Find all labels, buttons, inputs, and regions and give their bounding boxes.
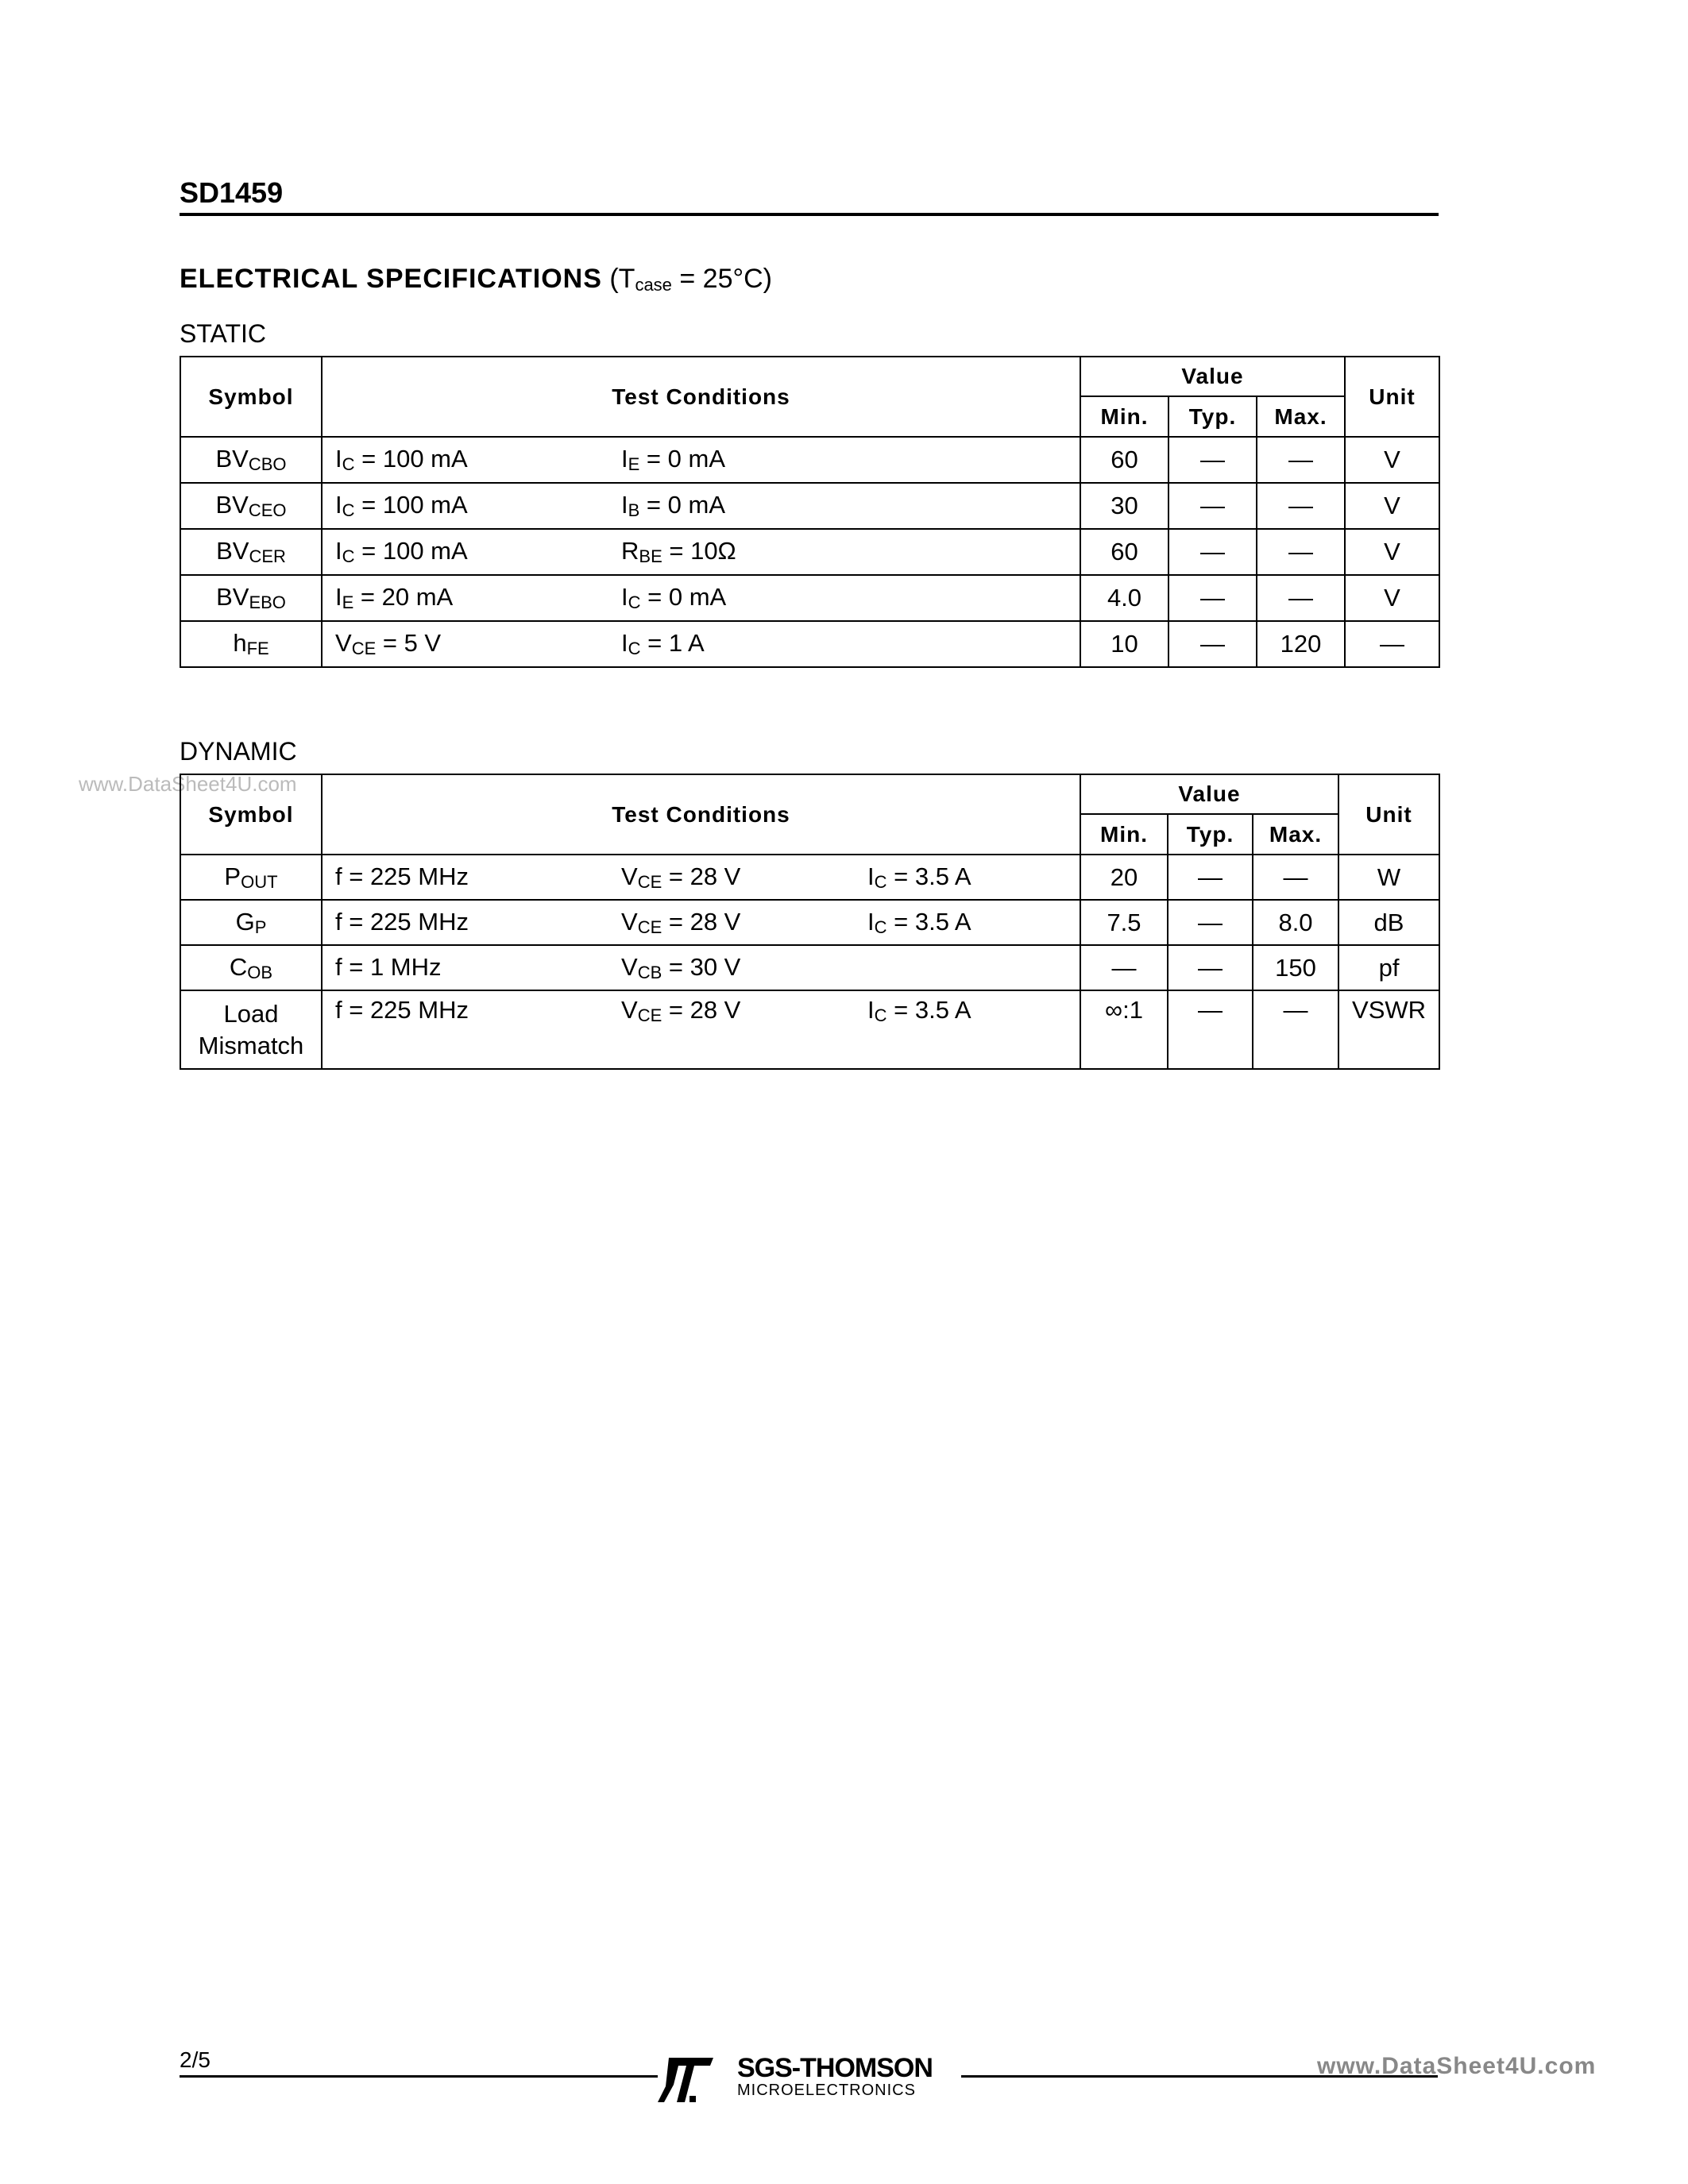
static-table	[180, 356, 1440, 668]
typ-cell: —	[1168, 945, 1253, 990]
symbol-cell: Load Mismatch	[180, 990, 322, 1069]
condition: f = 225 MHz	[335, 996, 469, 1024]
conditions-cell	[322, 945, 1080, 990]
condition: $I_B = 0$ mA	[621, 491, 725, 520]
header-typ: Typ.	[1168, 814, 1253, 855]
conditions-cell	[322, 990, 1080, 1069]
unit-cell: V	[1345, 483, 1439, 529]
condition: $V_{CE} = 28$ V	[621, 996, 741, 1025]
max-cell: 120	[1257, 621, 1345, 667]
unit-cell: V	[1345, 529, 1439, 575]
typ-cell: —	[1168, 483, 1257, 529]
dynamic-table	[180, 774, 1440, 1070]
title-bold: ELECTRICAL SPECIFICATIONS	[180, 264, 602, 294]
condition: $I_C = 100$ mA	[335, 537, 468, 566]
table-row	[180, 900, 1439, 945]
section-title	[180, 264, 772, 295]
condition: $I_C = 3.5$ A	[867, 862, 971, 892]
conditions-cell	[322, 621, 1080, 667]
min-cell: 10	[1080, 621, 1168, 667]
header-min: Min.	[1080, 814, 1168, 855]
table-row	[180, 945, 1439, 990]
condition: $I_C = 3.5$ A	[867, 907, 971, 937]
footer-rule-left	[180, 2075, 658, 2078]
conditions-cell	[322, 575, 1080, 621]
max-cell: 8.0	[1253, 900, 1338, 945]
condition: f = 1 MHz	[335, 952, 442, 981]
header-unit: Unit	[1338, 774, 1439, 855]
conditions-cell	[322, 437, 1080, 483]
header-max: Max.	[1257, 396, 1345, 437]
conditions-cell	[322, 483, 1080, 529]
title-rest: = 25°C)	[671, 264, 772, 294]
unit-cell: V	[1345, 437, 1439, 483]
condition: $R_{BE} = 10\Omega$	[621, 537, 736, 566]
table-row	[180, 621, 1439, 667]
min-cell: 20	[1080, 855, 1168, 900]
condition: $V_{CE} = 28$ V	[621, 862, 741, 892]
symbol-cell: $BV_{CBO}$	[180, 437, 322, 483]
part-number: SD1459	[180, 176, 284, 209]
watermark: www.DataSheet4U.com	[79, 772, 297, 796]
max-cell: —	[1257, 529, 1345, 575]
symbol-cell: $BV_{EBO}$	[180, 575, 322, 621]
condition: $I_E = 20$ mA	[335, 583, 454, 612]
condition: $V_{CE} = 5$ V	[335, 629, 442, 658]
condition: $V_{CE} = 28$ V	[621, 907, 741, 937]
title-sub: case	[635, 275, 672, 295]
table-row	[180, 575, 1439, 621]
unit-cell: W	[1338, 855, 1439, 900]
header-symbol: Symbol	[180, 357, 322, 437]
typ-cell: —	[1168, 529, 1257, 575]
table-row	[180, 437, 1439, 483]
header-symbol: Symbol	[180, 774, 322, 855]
min-cell: 4.0	[1080, 575, 1168, 621]
symbol-cell: $G_P$	[180, 900, 322, 945]
footer-watermark: www.DataSheet4U.com	[1317, 2053, 1597, 2079]
unit-cell: VSWR	[1338, 990, 1439, 1069]
condition: $I_C = 100$ mA	[335, 491, 468, 520]
unit-cell: pf	[1338, 945, 1439, 990]
header-unit: Unit	[1345, 357, 1439, 437]
symbol-cell: $BV_{CEO}$	[180, 483, 322, 529]
symbol-cell: $C_{OB}$	[180, 945, 322, 990]
typ-cell: —	[1168, 990, 1253, 1069]
sgs-thomson-logo	[658, 2053, 960, 2104]
symbol-cell: $h_{FE}$	[180, 621, 322, 667]
header-conditions: Test Conditions	[322, 774, 1080, 855]
min-cell: ∞:1	[1080, 990, 1168, 1069]
header-conditions: Test Conditions	[322, 357, 1080, 437]
symbol-cell: $BV_{CER}$	[180, 529, 322, 575]
min-cell: 60	[1080, 529, 1168, 575]
condition: $I_E = 0$ mA	[621, 445, 725, 474]
page-number: 2/5	[180, 2047, 211, 2072]
condition: f = 225 MHz	[335, 862, 469, 890]
table-row	[180, 529, 1439, 575]
logo-sub: MICROELECTRONICS	[737, 2082, 916, 2099]
condition: $V_{CB} = 30$ V	[621, 952, 741, 982]
symbol-cell: $P_{OUT}$	[180, 855, 322, 900]
typ-cell: —	[1168, 855, 1253, 900]
max-cell: —	[1257, 483, 1345, 529]
table-row	[180, 483, 1439, 529]
table-row	[180, 990, 1439, 1069]
condition: f = 225 MHz	[335, 907, 469, 936]
max-cell: —	[1253, 855, 1338, 900]
min-cell: 7.5	[1080, 900, 1168, 945]
dynamic-label: DYNAMIC	[180, 737, 297, 766]
header-min: Min.	[1080, 396, 1168, 437]
min-cell: 60	[1080, 437, 1168, 483]
typ-cell: —	[1168, 575, 1257, 621]
unit-cell: —	[1345, 621, 1439, 667]
typ-cell: —	[1168, 437, 1257, 483]
st-logo-icon	[658, 2058, 713, 2102]
header-value: Value	[1080, 774, 1338, 814]
max-cell: —	[1257, 575, 1345, 621]
condition: $I_C = 3.5$ A	[867, 996, 971, 1025]
header-typ: Typ.	[1168, 396, 1257, 437]
title-paren: (T	[609, 264, 635, 294]
static-label: STATIC	[180, 319, 267, 348]
max-cell: —	[1257, 437, 1345, 483]
typ-cell: —	[1168, 900, 1253, 945]
min-cell: 30	[1080, 483, 1168, 529]
condition: $I_C = 1$ A	[621, 629, 705, 658]
condition: $I_C = 100$ mA	[335, 445, 468, 474]
typ-cell: —	[1168, 621, 1257, 667]
condition: $I_C = 0$ mA	[621, 583, 727, 612]
table-row	[180, 855, 1439, 900]
min-cell: —	[1080, 945, 1168, 990]
conditions-cell	[322, 900, 1080, 945]
conditions-cell	[322, 529, 1080, 575]
unit-cell: V	[1345, 575, 1439, 621]
header-rule	[180, 213, 1439, 216]
conditions-cell	[322, 855, 1080, 900]
max-cell: 150	[1253, 945, 1338, 990]
max-cell: —	[1253, 990, 1338, 1069]
logo-name: SGS-THOMSON	[737, 2053, 933, 2083]
header-max: Max.	[1253, 814, 1338, 855]
header-value: Value	[1080, 357, 1345, 396]
unit-cell: dB	[1338, 900, 1439, 945]
